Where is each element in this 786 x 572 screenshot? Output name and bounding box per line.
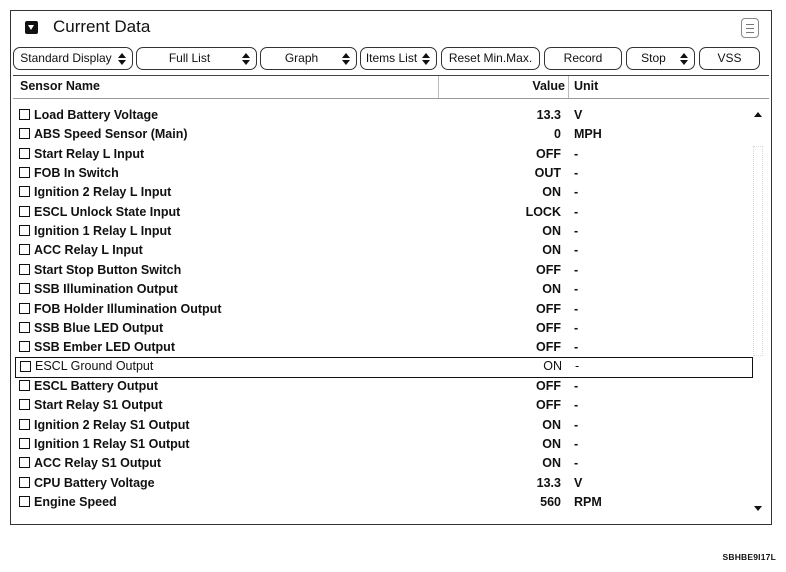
sensor-value: OFF: [536, 146, 561, 161]
items-list-dropdown[interactable]: Items List: [360, 47, 437, 70]
table-row[interactable]: [13, 396, 747, 415]
sensor-name: Load Battery Voltage: [34, 108, 159, 122]
sensor-unit: -: [574, 301, 579, 316]
current-data-panel: [10, 10, 772, 525]
sensor-name: FOB In Switch: [34, 166, 119, 181]
row-checkbox[interactable]: [19, 283, 30, 294]
row-checkbox[interactable]: [19, 148, 30, 159]
sensor-name: Ignition 1 Relay L Input: [34, 224, 172, 239]
row-checkbox[interactable]: [19, 109, 30, 120]
sensor-name: Start Stop Button Switch: [34, 262, 182, 277]
sensor-name: SSB Illumination Output: [34, 282, 178, 297]
row-checkbox[interactable]: [19, 438, 30, 449]
row-checkbox[interactable]: [19, 186, 30, 197]
sensor-name: ESCL Unlock State Input: [34, 204, 181, 219]
sensor-name: Start Relay L Input: [34, 146, 145, 161]
row-checkbox[interactable]: [19, 244, 30, 255]
row-checkbox[interactable]: [19, 225, 30, 236]
scroll-up-icon[interactable]: [752, 109, 764, 121]
column-unit[interactable]: Unit: [574, 79, 599, 93]
figure-code: SBHBE9I17L: [722, 552, 776, 562]
row-checkbox[interactable]: [20, 361, 31, 372]
sensor-unit: -: [574, 417, 579, 432]
sensor-value: OFF: [536, 320, 561, 335]
updown-arrows-icon: [242, 53, 250, 65]
sensor-name: ESCL Battery Output: [34, 378, 159, 393]
sensor-unit: -: [574, 243, 579, 258]
sensor-unit: -: [574, 262, 579, 277]
sensor-name: ACC Relay L Input: [34, 243, 143, 258]
sensor-value: LOCK: [525, 204, 561, 219]
row-checkbox[interactable]: [19, 206, 30, 217]
sensor-name: FOB Holder Illumination Output: [34, 301, 222, 316]
row-checkbox[interactable]: [19, 477, 30, 488]
sensor-name: Start Relay S1 Output: [34, 398, 163, 413]
updown-arrows-icon: [680, 53, 688, 65]
row-checkbox[interactable]: [19, 128, 30, 139]
sensor-unit: -: [574, 146, 579, 161]
sensor-unit: -: [574, 166, 579, 181]
row-checkbox[interactable]: [19, 419, 30, 430]
sensor-unit: -: [574, 456, 579, 471]
column-sensor-name[interactable]: Sensor Name: [20, 79, 100, 93]
row-checkbox[interactable]: [19, 303, 30, 314]
sensor-value: ON: [542, 224, 561, 239]
sensor-unit: RPM: [574, 495, 602, 509]
sensor-unit: -: [574, 224, 579, 239]
table-row[interactable]: [13, 435, 747, 454]
table-row[interactable]: [13, 416, 747, 435]
updown-arrows-icon: [342, 53, 350, 65]
collapse-icon[interactable]: [25, 21, 38, 34]
table-row[interactable]: [13, 145, 747, 164]
table-row[interactable]: [15, 357, 753, 378]
sensor-unit: MPH: [574, 127, 602, 142]
scroll-thumb[interactable]: [753, 146, 763, 356]
menu-icon[interactable]: [741, 18, 759, 38]
sensor-value: OFF: [536, 378, 561, 393]
sensor-name: Ignition 2 Relay S1 Output: [34, 417, 190, 432]
table-row[interactable]: [13, 300, 747, 319]
column-divider: [568, 76, 569, 98]
sensor-value: ON: [542, 417, 561, 432]
sensor-unit: -: [574, 436, 579, 451]
sensor-unit: -: [574, 378, 579, 393]
sensor-value: ON: [543, 358, 562, 373]
sensor-name: ESCL Ground Output: [35, 358, 154, 373]
sensor-name: Ignition 1 Relay S1 Output: [34, 436, 190, 451]
sensor-unit: -: [574, 185, 579, 200]
record-button[interactable]: Record: [544, 47, 622, 70]
sensor-unit: -: [574, 340, 579, 355]
sensor-value: ON: [542, 456, 561, 471]
sensor-value: 13.3: [536, 108, 561, 122]
table-row[interactable]: [13, 261, 747, 280]
sensor-name: ABS Speed Sensor (Main): [34, 127, 188, 142]
sensor-value: OFF: [536, 340, 561, 355]
graph-dropdown[interactable]: Graph: [260, 47, 357, 70]
row-checkbox[interactable]: [19, 341, 30, 352]
sensor-value: ON: [542, 436, 561, 451]
table-row[interactable]: [13, 319, 747, 338]
table-row[interactable]: [13, 338, 747, 357]
table-row[interactable]: [13, 106, 747, 125]
updown-arrows-icon: [118, 53, 126, 65]
table-row[interactable]: [13, 377, 747, 396]
stop-dropdown[interactable]: Stop: [626, 47, 695, 70]
row-checkbox[interactable]: [19, 399, 30, 410]
sensor-value: ON: [542, 185, 561, 200]
column-divider: [438, 76, 439, 98]
sensor-value: ON: [542, 243, 561, 258]
row-checkbox[interactable]: [19, 264, 30, 275]
table-row[interactable]: [13, 164, 747, 183]
sensor-unit: V: [574, 108, 583, 122]
sensor-value: OUT: [534, 166, 561, 181]
sensor-value: OFF: [536, 262, 561, 277]
vertical-scrollbar[interactable]: [749, 106, 767, 516]
sensor-unit: -: [574, 398, 579, 413]
sensor-name: CPU Battery Voltage: [34, 475, 155, 490]
row-checkbox[interactable]: [19, 496, 30, 507]
row-checkbox[interactable]: [19, 380, 30, 391]
table-header: [13, 75, 769, 99]
table-row[interactable]: [13, 241, 747, 260]
full-list-dropdown[interactable]: Full List: [136, 47, 257, 70]
scroll-down-icon[interactable]: [752, 502, 764, 514]
column-value[interactable]: Value: [532, 79, 565, 93]
table-row[interactable]: [13, 474, 747, 493]
reset-min-max-button[interactable]: Reset Min.Max.: [441, 47, 540, 70]
sensor-name: Ignition 2 Relay L Input: [34, 185, 172, 200]
sensor-name: ACC Relay S1 Output: [34, 456, 162, 471]
sensor-value: 13.3: [536, 475, 561, 490]
sensor-value: OFF: [536, 301, 561, 316]
updown-arrows-icon: [422, 53, 430, 65]
table-row[interactable]: [13, 183, 747, 202]
sensor-name: SSB Ember LED Output: [34, 340, 175, 355]
sensor-value: 0: [554, 127, 561, 142]
panel-title: Current Data: [53, 17, 151, 36]
sensor-value: 560: [540, 495, 561, 509]
sensor-unit: -: [574, 320, 579, 335]
standard-display-dropdown[interactable]: Standard Display: [13, 47, 133, 70]
row-checkbox[interactable]: [19, 457, 30, 468]
vss-button[interactable]: VSS: [699, 47, 760, 70]
sensor-unit: -: [574, 282, 579, 297]
table-row[interactable]: [13, 493, 747, 512]
table-row[interactable]: [13, 454, 747, 473]
sensor-unit: -: [575, 358, 580, 373]
table-row[interactable]: [13, 203, 747, 222]
sensor-unit: V: [574, 475, 583, 490]
sensor-name: Engine Speed: [34, 495, 117, 509]
title-bar: [11, 11, 771, 45]
sensor-value: OFF: [536, 398, 561, 413]
sensor-name: SSB Blue LED Output: [34, 320, 164, 335]
table-row[interactable]: [13, 222, 747, 241]
table-row[interactable]: [13, 125, 747, 144]
row-checkbox[interactable]: [19, 167, 30, 178]
sensor-value: ON: [542, 282, 561, 297]
table-row[interactable]: [13, 280, 747, 299]
row-checkbox[interactable]: [19, 322, 30, 333]
sensor-unit: -: [574, 204, 579, 219]
